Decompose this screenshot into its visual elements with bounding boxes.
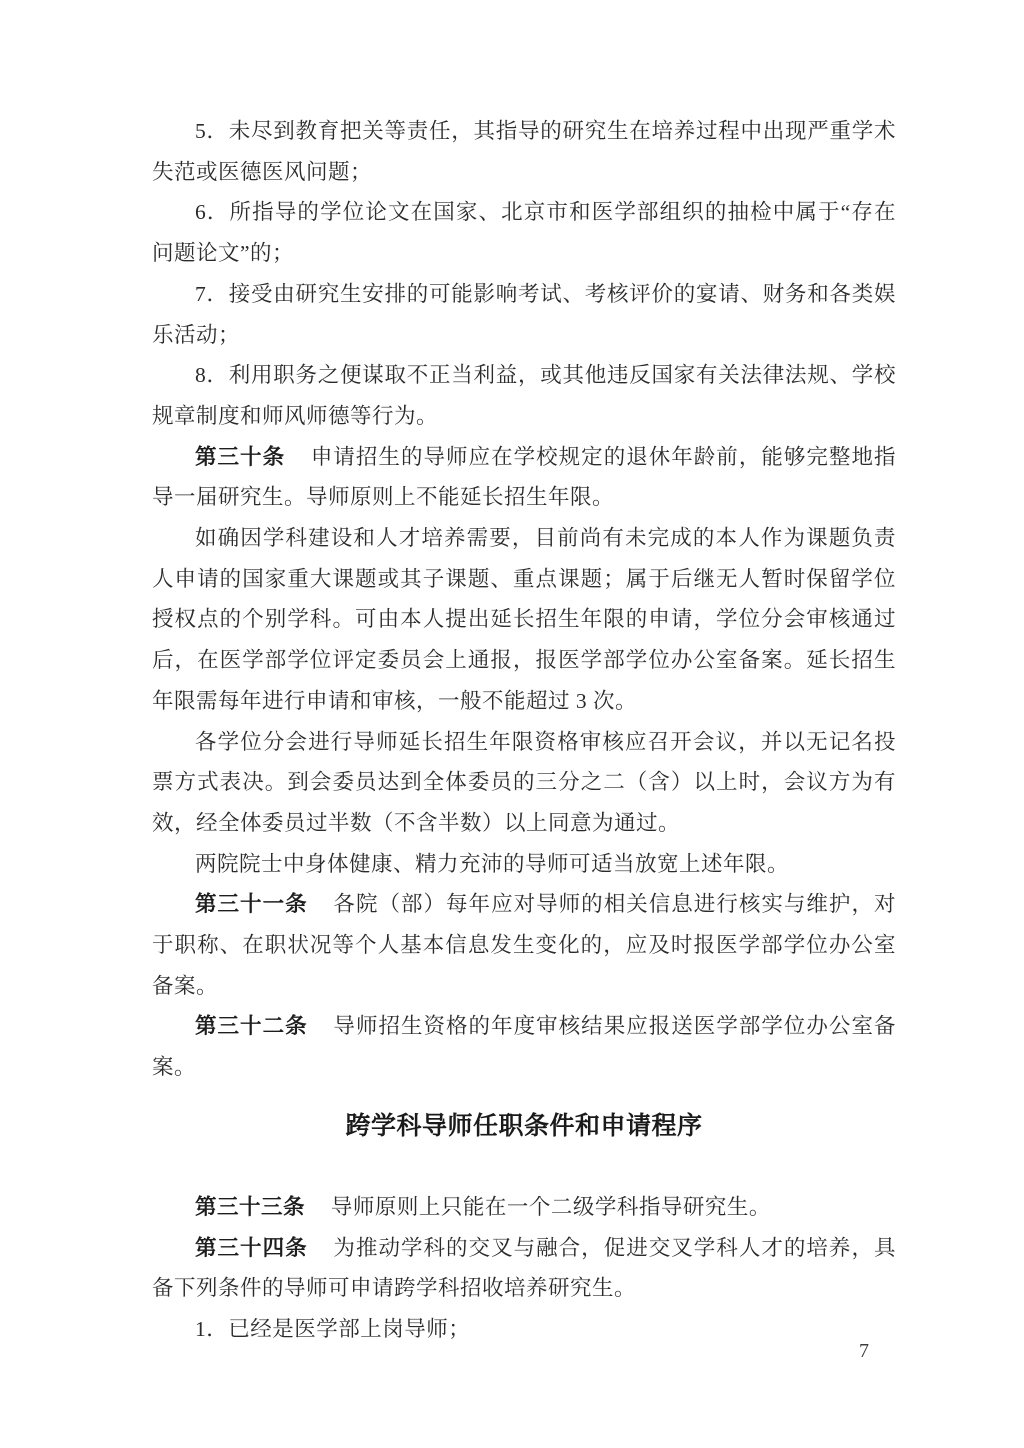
paragraph-text: 导师招生资格的年度审核结果应报送医学部学位办公室备案。 bbox=[152, 1014, 896, 1080]
paragraph-text: 两院院士中身体健康、精力充沛的导师可适当放宽上述年限。 bbox=[195, 851, 790, 876]
paragraph-text: 7．接受由研究生安排的可能影响考试、考核评价的宴请、财务和各类娱乐活动； bbox=[152, 281, 896, 347]
paragraph-text: 5．未尽到教育把关等责任，其指导的研究生在培养过程中出现严重学术失范或医德医风问题； bbox=[152, 119, 896, 184]
paragraph-text: 为推动学科的交叉与融合，促进交叉学科人才的培养，具备下列条件的导师可申请跨学科招收培养研究生。 bbox=[152, 1235, 896, 1301]
paragraph bbox=[152, 111, 896, 192]
article-number: 第三十二条 bbox=[195, 1014, 308, 1039]
paragraph bbox=[152, 844, 896, 885]
article-number: 第三十三条 bbox=[195, 1194, 306, 1219]
paragraph-text: 各院（部）每年应对导师的相关信息进行核实与维护，对于职称、在职状况等个人基本信息发生变化的，应及时报医学部学位办公室备案。 bbox=[152, 892, 896, 998]
paragraph-text: 申请招生的导师应在学校规定的退休年龄前，能够完整地指导一届研究生。导师原则上不能延长招生年限。 bbox=[152, 444, 896, 510]
paragraph bbox=[152, 518, 896, 722]
article-number: 第三十四条 bbox=[195, 1235, 308, 1260]
paragraph-text: 1．已经是医学部上岗导师； bbox=[195, 1316, 471, 1341]
paragraph bbox=[152, 1187, 896, 1228]
paragraph bbox=[152, 274, 896, 355]
paragraph-text: 如确因学科建设和人才培养需要，目前尚有未完成的本人作为课题负责人申请的国家重大课题或其子课题、重点课题；属于后继无人暂时保留学位授权点的个别学科。可由本人提出延长招生年限的申请，学位分会审核通过后，在医学部学位评定委员会上通报，报医学部学位办公室备案。延长招生年限需每年进行申请和审核，一般不能超过 3 次。 bbox=[152, 526, 896, 713]
paragraph bbox=[152, 1228, 896, 1309]
paragraph-text: 导师原则上只能在一个二级学科指导研究生。 bbox=[330, 1194, 771, 1219]
paragraph bbox=[152, 884, 896, 1006]
paragraph bbox=[152, 437, 896, 518]
document-body bbox=[152, 111, 896, 1350]
paragraph bbox=[152, 355, 896, 436]
paragraph-text: 各学位分会进行导师延长招生年限资格审核应召开会议，并以无记名投票方式表决。到会委员达到全体委员的三分之二（含）以上时，会议方为有效，经全体委员过半数（不含半数）以上同意为通过。 bbox=[152, 729, 896, 835]
page-number: 7 bbox=[859, 1340, 869, 1362]
paragraph-text: 6．所指导的学位论文在国家、北京市和医学部组织的抽检中属于“存在问题论文”的； bbox=[152, 200, 896, 266]
article-number: 第三十条 bbox=[195, 444, 286, 469]
paragraph bbox=[152, 1309, 896, 1350]
paragraph bbox=[152, 722, 896, 844]
paragraph bbox=[152, 1006, 896, 1087]
article-number: 第三十一条 bbox=[195, 892, 308, 917]
paragraph-text: 8．利用职务之便谋取不正当利益，或其他违反国家有关法律法规、学校规章制度和师风师德等行为。 bbox=[152, 363, 896, 428]
paragraph bbox=[152, 192, 896, 273]
section-heading: 跨学科导师任职条件和申请程序 bbox=[345, 1112, 703, 1140]
